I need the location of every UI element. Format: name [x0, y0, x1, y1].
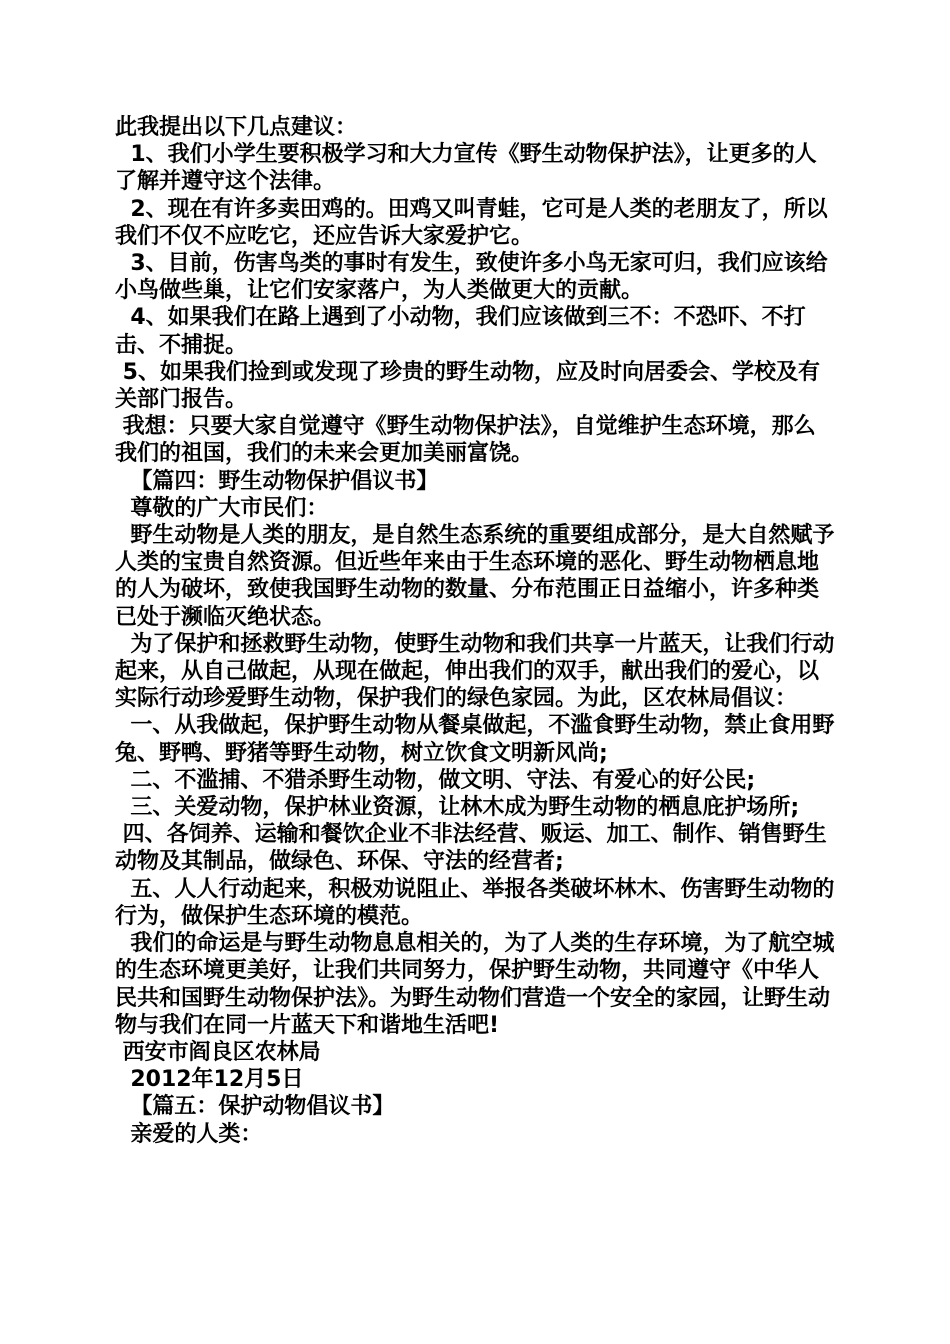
section-heading-4: 【篇四：野生动物保护倡议书】: [115, 468, 439, 494]
salutation-humans: 亲爱的人类：: [115, 1121, 263, 1147]
salutation-citizens: 尊敬的广大市民们：: [115, 495, 329, 521]
paragraph-wildlife-intro: 野生动物是人类的朋友，是自然生态系统的重要组成部分，是大自然赋予人类的宝贵自然资源。但近些年来由于生态环境的恶化、野生动物栖息地的人为破坏，致使我国野生动物的数量、分布范围正日益缩小，许多种类已处于濒临灭绝状态。: [115, 523, 835, 630]
paragraph-closing: 我们的命运是与野生动物息息相关的，为了人类的生存环境，为了航空城的生态环境更美好，让我们共同努力，保护野生动物，共同遵守《中华人民共和国野生动物保护法》。为野生动物们营造一个安全的家园，让野生动物与我们在同一片蓝天下和谐地生活吧!: [115, 931, 835, 1038]
section-heading-5: 【篇五：保护动物倡议书】: [115, 1094, 395, 1120]
proposal-item-3: 三、关爱动物，保护林业资源，让林木成为野生动物的栖息庇护场所;: [115, 795, 800, 821]
paragraph-suggestion-1: 1、我们小学生要积极学习和大力宣传《野生动物保护法》，让更多的人了解并遵守这个法律。: [115, 142, 817, 195]
proposal-item-5: 五、人人行动起来，积极劝说阻止、举报各类破坏林木、伤害野生动物的行为，做保护生态环境的模范。: [115, 876, 835, 929]
document-body: [115, 114, 835, 1148]
paragraph-call-to-action: 为了保护和拯救野生动物，使野生动物和我们共享一片蓝天，让我们行动起来，从自己做起，从现在做起，伸出我们的双手，献出我们的爱心，以实际行动珍爱野生动物，保护我们的绿色家园。为此，区农林局倡议：: [115, 631, 835, 712]
paragraph-suggestion-5: 5、如果我们捡到或发现了珍贵的野生动物，应及时向居委会、学校及有关部门报告。: [115, 359, 820, 413]
proposal-item-4: 四、各饲养、运输和餐饮企业不非法经营、贩运、加工、制作、销售野生动物及其制品，做绿色、环保、守法的经营者;: [115, 822, 827, 875]
paragraph-suggestions-intro: 此我提出以下几点建议：: [115, 115, 358, 140]
paragraph-suggestion-2: 2、现在有许多卖田鸡的。田鸡又叫青蛙，它可是人类的老朋友了，所以我们不仅不应吃它，还应告诉大家爱护它。: [115, 196, 828, 249]
paragraph-suggestion-4: 4、如果我们在路上遇到了小动物，我们应该做到三不：不恐吓、不打击、不捕捉。: [115, 305, 806, 358]
proposal-item-1: 一、从我做起，保护野生动物从餐桌做起，不滥食野生动物，禁止食用野兔、野鸭、野猪等野生动物，树立饮食文明新风尚;: [115, 713, 835, 766]
proposal-item-2: 二、不滥捕、不猎杀野生动物，做文明、守法、有爱心的好公民;: [115, 767, 756, 793]
signature-organization: 西安市阎良区农林局: [115, 1039, 321, 1065]
paragraph-conclusion: 我想：只要大家自觉遵守《野生动物保护法》，自觉维护生态环境，那么我们的祖国，我们的未来会更加美丽富饶。: [115, 414, 816, 467]
paragraph-suggestion-3: 3、目前，伤害鸟类的事时有发生，致使许多小鸟无家可归，我们应该给小鸟做些巢，让它们安家落户，为人类做更大的贡献。: [115, 251, 828, 304]
signature-date: 2012年12月5日: [115, 1067, 304, 1093]
